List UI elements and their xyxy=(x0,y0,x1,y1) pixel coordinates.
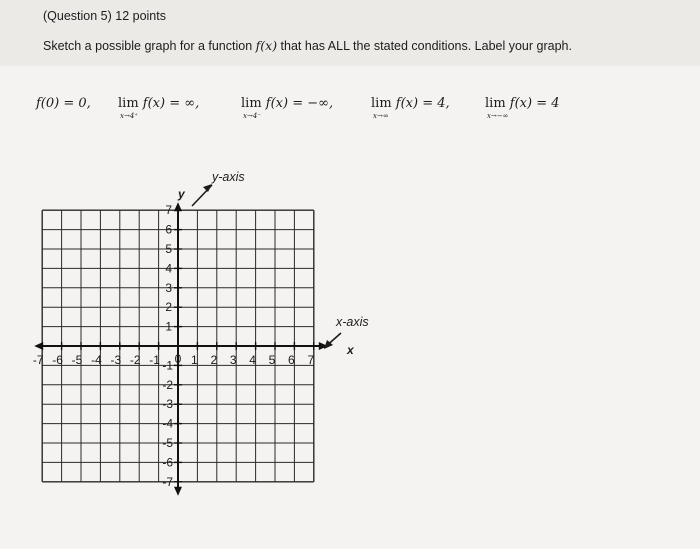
lim-text: lim xyxy=(371,96,392,111)
x-tick-label: -6 xyxy=(52,353,63,367)
y-letter: y xyxy=(178,187,185,201)
x-tick-label: -1 xyxy=(149,353,160,367)
x-tick-label: 4 xyxy=(249,353,256,367)
y-tick-label: -2 xyxy=(162,377,173,392)
prompt-text-before: Sketch a possible graph for a function xyxy=(43,39,256,53)
lim-subscript: x→−∞ xyxy=(487,112,509,120)
y-tick-label: -3 xyxy=(162,397,173,412)
lim-text: lim xyxy=(485,96,506,111)
y-axis-label: y-axis xyxy=(212,170,245,184)
limit-value: f(x) = ∞, xyxy=(142,96,200,111)
x-tick-label: 7 xyxy=(307,353,315,367)
y-tick-label: 7 xyxy=(165,203,172,218)
y-tick-label: -7 xyxy=(162,474,173,489)
x-axis-pointer-arrow xyxy=(324,333,341,349)
x-tick-label: 2 xyxy=(210,353,218,367)
y-axis-pointer-arrow xyxy=(192,184,212,206)
lim-text: lim xyxy=(118,96,139,111)
x-tick-label: -5 xyxy=(71,353,83,367)
y-tick-label: 3 xyxy=(165,280,172,295)
y-tick-label: -6 xyxy=(162,455,173,470)
y-tick-label: 2 xyxy=(165,300,172,315)
y-tick-label: 5 xyxy=(165,242,172,256)
y-tick-label: 6 xyxy=(165,222,172,237)
x-tick-label: -3 xyxy=(110,353,122,367)
y-tick-label: 4 xyxy=(165,261,172,276)
x-tick-label: -4 xyxy=(91,353,102,367)
lim-text: lim xyxy=(241,96,262,111)
x-axis-label: x-axis xyxy=(336,315,369,329)
y-tick-label: 1 xyxy=(165,319,172,334)
y-tick-label: -4 xyxy=(162,416,173,431)
y-tick-label: -5 xyxy=(162,436,173,450)
x-tick-label: 1 xyxy=(191,353,198,367)
origin-label: 0 xyxy=(174,352,182,366)
prompt-function: f(x) xyxy=(255,38,278,53)
x-letter: x xyxy=(347,343,354,357)
x-tick-label: 5 xyxy=(268,353,276,367)
x-tick-label: -7 xyxy=(32,353,44,367)
lim-subscript: x→4⁻ xyxy=(243,112,261,120)
condition-f0-text: f(0) = 0, xyxy=(36,96,91,111)
limit-value: f(x) = 4, xyxy=(395,96,450,111)
limit-value: f(x) = −∞, xyxy=(265,96,334,111)
prompt-text-after: that has ALL the stated conditions. Label your graph. xyxy=(277,39,572,53)
lim-subscript: x→4⁺ xyxy=(120,112,138,120)
x-tick-label: 3 xyxy=(229,353,237,367)
lim-subscript: x→∞ xyxy=(373,112,389,120)
x-tick-label: 6 xyxy=(288,353,295,367)
y-tick-label: -1 xyxy=(162,358,173,373)
x-tick-label: -2 xyxy=(129,353,141,367)
question-title: (Question 5) 12 points xyxy=(43,9,166,23)
limit-value: f(x) = 4 xyxy=(509,96,560,111)
axes xyxy=(34,202,328,496)
y-axis-arrowhead-down xyxy=(174,487,182,496)
